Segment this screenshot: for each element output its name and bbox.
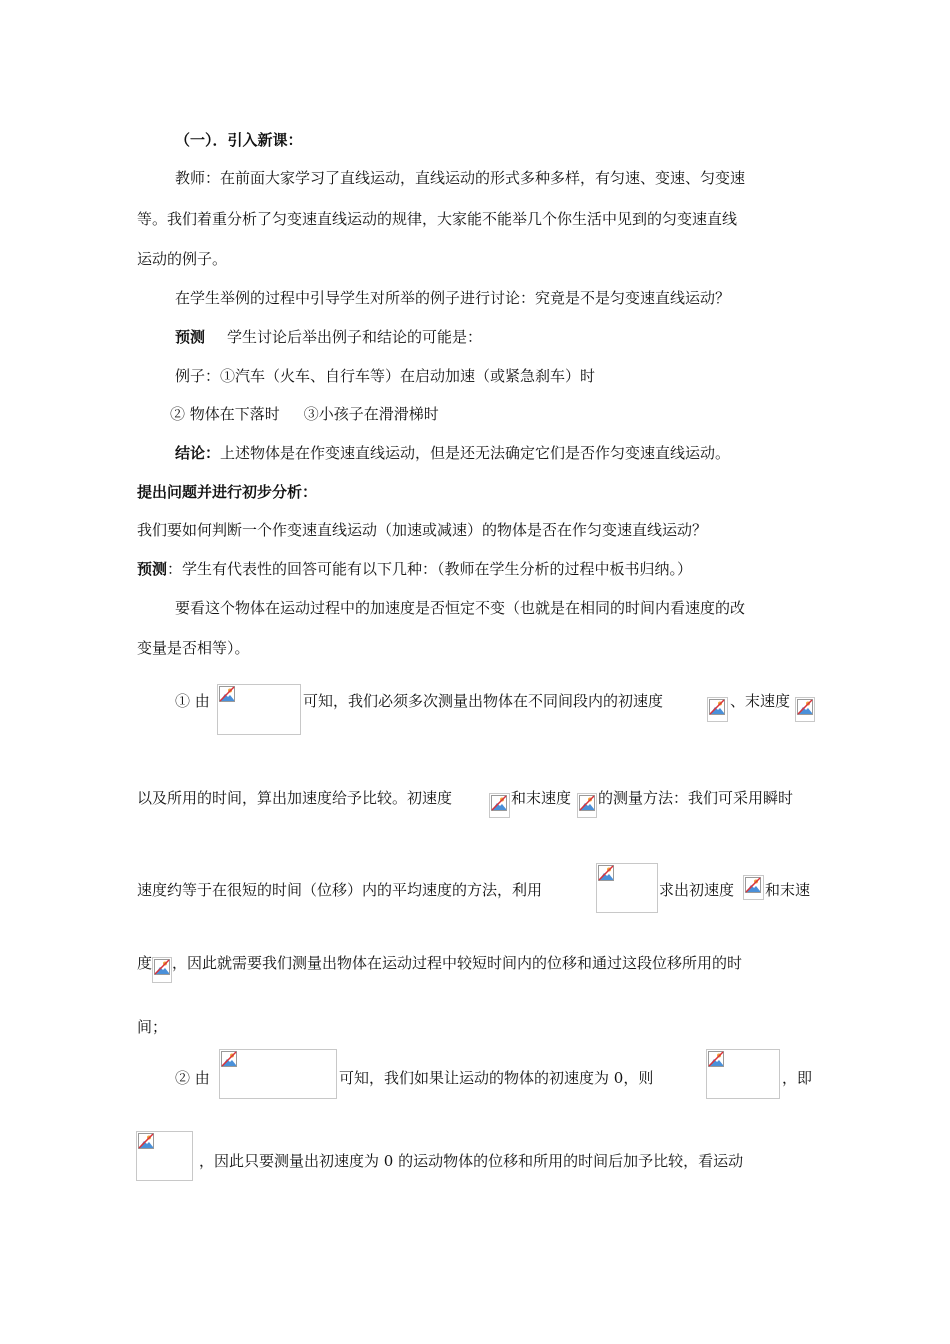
- broken-image-icon: [708, 1051, 724, 1067]
- broken-image-icon: [221, 1051, 237, 1067]
- method-text: 可知，我们如果让运动的物体的初速度为 0，则: [339, 1069, 654, 1087]
- paragraph-line: 教师：在前面大家学习了直线运动，直线运动的形式多种多样，有匀速、变速、匀变速: [175, 169, 746, 187]
- prediction-line: [137, 559, 692, 579]
- predict-text: ：学生有代表性的回答可能有以下几种：（教师在学生分析的过程中板书归纳。）: [167, 560, 693, 578]
- predict-text: 学生讨论后举出例子和结论的可能是：: [227, 328, 483, 346]
- broken-image-icon: [579, 795, 595, 811]
- method-text: 和末速度: [511, 789, 572, 807]
- example-3: ③小孩子在滑滑梯时: [303, 405, 439, 423]
- symbol-image: [707, 697, 728, 722]
- method-text: 的测量方法：我们可采用瞬时: [598, 789, 794, 807]
- paragraph-line: 变量是否相等）。: [137, 639, 250, 657]
- method-text: 可知，我们必须多次测量出物体在不同间段内的初速度: [303, 692, 664, 710]
- broken-image-icon: [709, 699, 725, 715]
- method-text: ② 由: [175, 1069, 210, 1087]
- section-title: 提出问题并进行初步分析：: [137, 483, 318, 501]
- predict-label: 预测: [175, 328, 206, 346]
- formula-image: [706, 1049, 780, 1099]
- example-line: 例子：①汽车（火车、自行车等）在启动加速（或紧急刹车）时: [175, 367, 596, 385]
- formula-image: [217, 684, 301, 735]
- method-text: 间；: [137, 1018, 168, 1036]
- method-text: ① 由: [175, 692, 210, 710]
- conclusion-text: 上述物体是在作变速直线运动，但是还无法确定它们是否作匀变速直线运动。: [220, 444, 731, 462]
- symbol-image: [743, 875, 764, 900]
- paragraph-line: 要看这个物体在运动过程中的加速度是否恒定不变（也就是在相同的时间内看速度的改: [175, 599, 746, 617]
- broken-image-icon: [219, 686, 235, 702]
- method-text: ，即: [782, 1069, 813, 1087]
- broken-image-icon: [797, 699, 813, 715]
- formula-image: [219, 1049, 337, 1099]
- formula-image: [136, 1131, 193, 1181]
- section-title: （一）．引入新课：: [175, 131, 303, 149]
- predict-label: 预测: [137, 560, 168, 578]
- method-text: 以及所用的时间，算出加速度给予比较。初速度: [137, 789, 453, 807]
- paragraph-line: 运动的例子。: [137, 250, 228, 268]
- paragraph-line: 在学生举例的过程中引导学生对所举的例子进行讨论：究竟是不是匀变速直线运动？: [175, 289, 731, 307]
- conclusion-label: 结论：: [175, 444, 221, 462]
- paragraph-line: 等。我们着重分析了匀变速直线运动的规律，大家能不能举几个你生活中见到的匀变速直线: [137, 210, 738, 228]
- method-text: 和末速: [765, 881, 811, 899]
- symbol-image: [795, 697, 815, 722]
- symbol-image: [489, 793, 510, 818]
- method-text: ，因此就需要我们测量出物体在运动过程中较短时间内的位移和通过这段位移所用的时: [172, 954, 743, 972]
- method-text: 、末速度: [730, 692, 791, 710]
- broken-image-icon: [154, 959, 170, 975]
- method-text: 速度约等于在很短的时间（位移）内的平均速度的方法，利用: [137, 881, 543, 899]
- symbol-image: [152, 957, 172, 983]
- broken-image-icon: [491, 795, 507, 811]
- broken-image-icon: [598, 865, 614, 881]
- symbol-image: [577, 793, 597, 818]
- example-line: [170, 404, 439, 424]
- method-text: ，因此只要测量出初速度为 0 的运动物体的位移和所用的时间后加予比较，看运动: [199, 1152, 744, 1170]
- example-2: ② 物体在下落时: [170, 405, 280, 423]
- broken-image-icon: [745, 877, 761, 893]
- conclusion-line: [175, 443, 730, 463]
- method-text: 求出初速度: [659, 881, 735, 899]
- method-text: 度: [137, 954, 153, 972]
- prediction-line: [175, 327, 482, 347]
- paragraph-line: 我们要如何判断一个作变速直线运动（加速或减速）的物体是否在作匀变速直线运动？: [137, 521, 708, 539]
- formula-image: [596, 863, 658, 913]
- broken-image-icon: [138, 1133, 154, 1149]
